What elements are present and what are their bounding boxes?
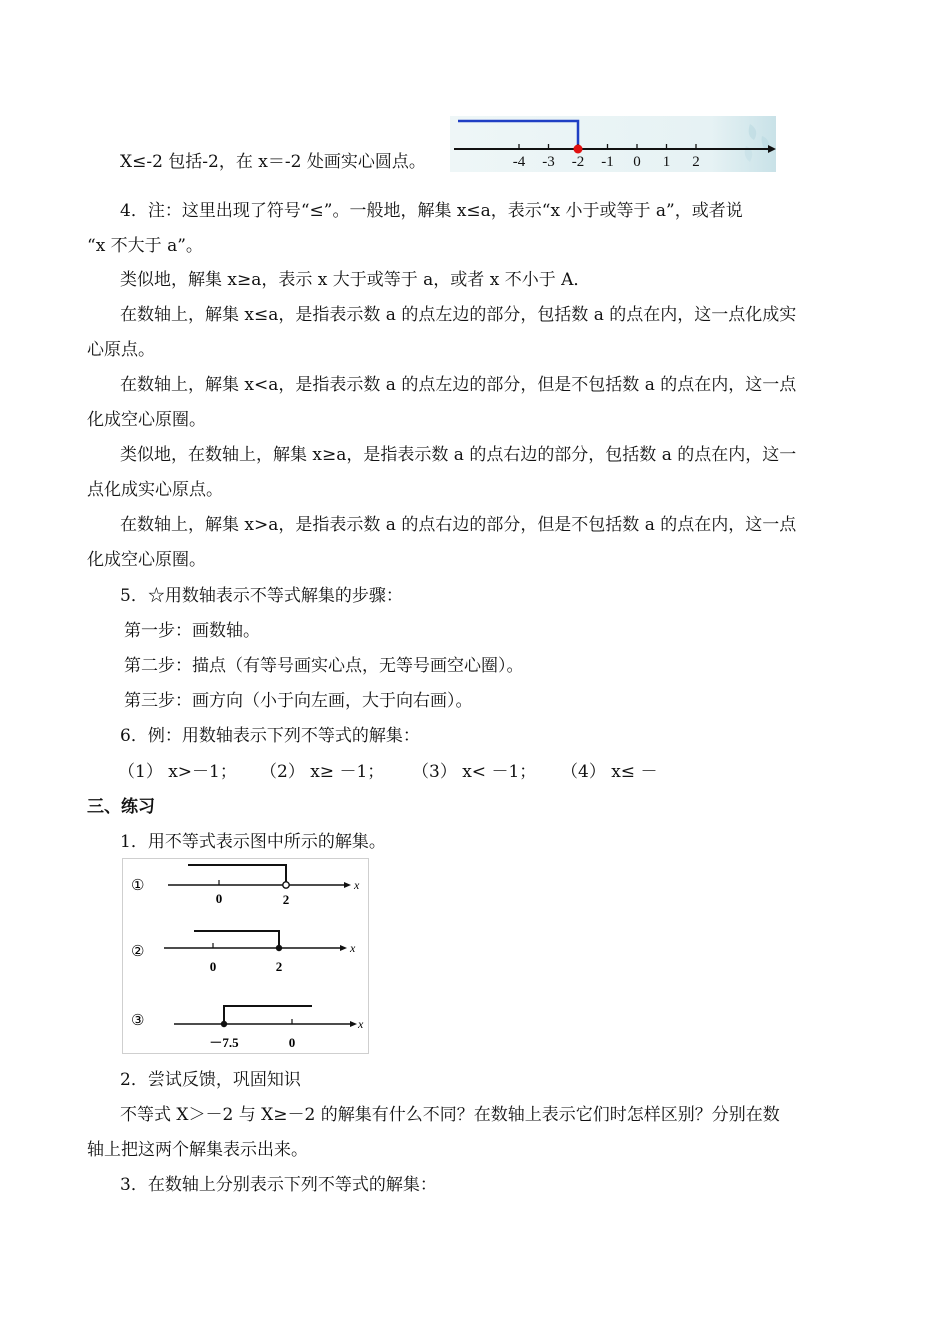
- row-1-open-point: [283, 882, 289, 888]
- top-number-line-figure: [450, 116, 776, 172]
- para-2-line1: 在数轴上，解集 x<a，是指表示数 a 的点左边的部分，但是不包括数 a 的点在内，这一点: [120, 375, 797, 395]
- row-2-tick-label-0: 0: [209, 959, 217, 974]
- row-3-label: ③: [131, 1013, 145, 1029]
- top-axis-tick-label: 2: [692, 154, 700, 170]
- top-axis-tick-label: -1: [601, 154, 614, 170]
- example-item-4: （4） x≤ －: [561, 762, 658, 782]
- row-1-tick-label-0: 0: [215, 891, 223, 906]
- row-2-tick-label-1: 2: [275, 959, 283, 974]
- intro-line: X≤-2 包括-2，在 x＝-2 处画实心圆点。: [120, 152, 426, 172]
- row-3-tick-label-1: 0: [288, 1035, 296, 1050]
- filled-point-marker: [574, 145, 583, 154]
- row-3-filled-point: [221, 1021, 227, 1027]
- practice-q2-title: 2．尝试反馈，巩固知识: [120, 1070, 301, 1090]
- practice-q2-line1: 不等式 X＞－2 与 X≥－2 的解集有什么不同？在数轴上表示它们时怎样区别？分别在数: [120, 1105, 780, 1125]
- top-axis-tick-label: -4: [512, 154, 526, 170]
- practice-q1: 1．用不等式表示图中所示的解集。: [120, 832, 386, 852]
- step-3: 第三步：画方向（小于向左画，大于向右画）。: [124, 691, 473, 711]
- row-2-filled-point: [276, 945, 282, 951]
- top-axis-tick-label: -2: [571, 154, 585, 170]
- steps-title: 5．☆用数轴表示不等式解集的步骤：: [120, 586, 403, 606]
- example-item-1: （1） x>－1；: [118, 762, 237, 782]
- practice-q3: 3．在数轴上分别表示下列不等式的解集：: [120, 1175, 437, 1195]
- row-1-axis-var: x: [354, 878, 360, 892]
- row-3-tick-label-0: －7.5: [209, 1035, 239, 1050]
- example-item-3: （3） x< －1；: [412, 762, 537, 782]
- row-2-axis-var: x: [350, 941, 356, 955]
- para-1-line2: 心原点。: [87, 340, 155, 360]
- step-1: 第一步：画数轴。: [124, 621, 260, 641]
- row-1-label: ①: [131, 878, 145, 894]
- para-3-line1: 类似地，在数轴上，解集 x≥a，是指表示数 a 的点右边的部分，包括数 a 的点在内，这一: [120, 445, 797, 465]
- row-3-axis-var: x: [358, 1017, 364, 1031]
- top-axis-tick-label: 0: [633, 154, 641, 170]
- para-1-line1: 在数轴上，解集 x≤a，是指表示数 a 的点左边的部分，包括数 a 的点在内，这一点化成实: [120, 305, 797, 325]
- row-2-label: ②: [131, 944, 145, 960]
- example-item-2: （2） x≥ －1；: [260, 762, 385, 782]
- top-axis-tick-label: -3: [542, 154, 555, 170]
- row-1-tick-label-1: 2: [282, 892, 290, 907]
- practice-q2-line2: 轴上把这两个解集表示出来。: [87, 1140, 308, 1160]
- top-axis-tick-label: 1: [662, 154, 671, 170]
- example-title: 6．例：用数轴表示下列不等式的解集：: [120, 726, 420, 746]
- step-2: 第二步：描点（有等号画实心点，无等号画空心圈）。: [124, 656, 524, 676]
- practice-heading: 三、练习: [87, 797, 155, 817]
- similar-line: 类似地，解集 x≥a，表示 x 大于或等于 a，或者 x 不小于 A．: [120, 270, 591, 290]
- note-4-line2: “x 不大于 a”。: [87, 236, 203, 256]
- para-2-line2: 化成空心原圈。: [87, 410, 206, 430]
- para-3-line2: 点化成实心原点。: [87, 480, 223, 500]
- practice-figure: [122, 858, 369, 1054]
- para-4-line2: 化成空心原圈。: [87, 550, 206, 570]
- para-4-line1: 在数轴上，解集 x>a，是指表示数 a 的点右边的部分，但是不包括数 a 的点在内，这一点: [120, 515, 797, 535]
- note-4-line1: 4．注：这里出现了符号“≤”。一般地，解集 x≤a，表示“x 小于或等于 a”，或者说: [120, 201, 743, 221]
